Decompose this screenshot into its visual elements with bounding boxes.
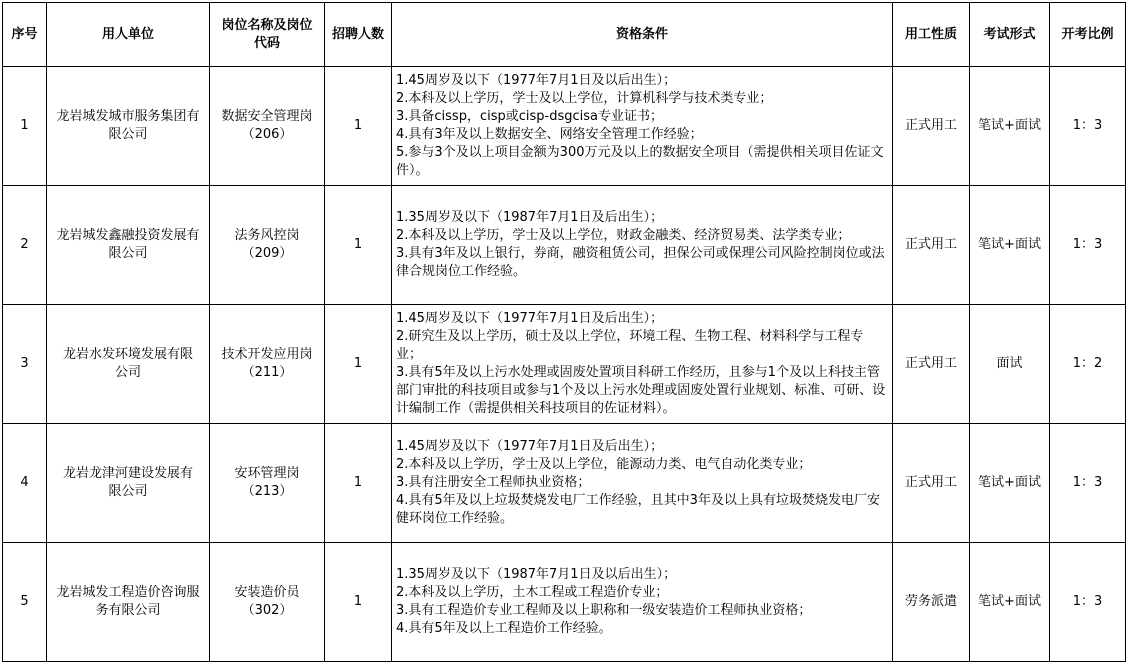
header-post-label: 岗位名称及岗位代码: [221, 17, 313, 51]
cell-count: 1: [325, 67, 392, 186]
cell-unit: 龙岩城发鑫融投资发展有限公司: [47, 186, 210, 305]
cell-seq: 4: [3, 424, 47, 543]
cell-unit: 龙岩城发城市服务集团有限公司: [47, 67, 210, 186]
table-row: [3, 186, 1126, 305]
table-row: [3, 424, 1126, 543]
header-ratio: 开考比例: [1050, 3, 1126, 67]
post-name: 安装造价员: [234, 585, 300, 600]
cell-exam: 笔试+面试: [970, 543, 1050, 662]
cell-post: [210, 543, 325, 662]
cell-exam: 面试: [970, 305, 1050, 424]
header-unit: 用人单位: [47, 3, 210, 67]
table-row: [3, 305, 1126, 424]
cell-exam: 笔试+面试: [970, 67, 1050, 186]
condition-line: 3.具备cissp，cisp或cisp-dsgcisa专业证书；: [396, 109, 663, 124]
condition-line: 2.本科及以上学历，学士及以上学位，计算机科学与技术类专业；: [396, 91, 773, 106]
cell-ratio: 1：2: [1050, 305, 1126, 424]
cell-unit: 龙岩龙津河建设发展有限公司: [47, 424, 210, 543]
cell-conditions: [392, 424, 893, 543]
post-code: （211）: [241, 365, 293, 380]
post-code: （213）: [241, 484, 293, 499]
condition-line: 3.具有5年及以上污水处理或固废处置项目科研工作经历，且参与1个及以上科技主管部门审批的科技项目或参与1个及以上污水处理或固废处置行业规划、标准、可研、设计编制工作（需提供相关科技项目的佐证材料）。: [396, 365, 886, 416]
cell-conditions: [392, 305, 893, 424]
header-count: 招聘人数: [325, 3, 392, 67]
cell-nature: 正式用工: [893, 305, 970, 424]
condition-line: 1.45周岁及以下（1977年7月1日及后出生）；: [396, 439, 664, 454]
condition-line: 1.35周岁及以下（1987年7月1日及以后出生）；: [396, 567, 677, 582]
cell-exam: 笔试+面试: [970, 424, 1050, 543]
cell-seq: 1: [3, 67, 47, 186]
condition-line: 1.35周岁及以下（1987年7月1日及后出生）；: [396, 210, 664, 225]
condition-line: 2.本科及以上学历，学士及以上学位，能源动力类、电气自动化类专业；: [396, 457, 812, 472]
condition-line: 1.45周岁及以下（1977年7月1日及以后出生）；: [396, 73, 677, 88]
cell-count: 1: [325, 186, 392, 305]
recruitment-table: [2, 2, 1126, 662]
header-seq: 序号: [3, 3, 47, 67]
post-name: 法务风控岗: [234, 228, 300, 243]
cell-conditions: [392, 67, 893, 186]
cell-count: 1: [325, 543, 392, 662]
header-nature: 用工性质: [893, 3, 970, 67]
header-exam: 考试形式: [970, 3, 1050, 67]
cell-post: [210, 186, 325, 305]
table-header: [3, 3, 1126, 67]
condition-line: 2.本科及以上学历，土木工程或工程造价专业；: [396, 585, 669, 600]
cell-seq: 5: [3, 543, 47, 662]
table-body: [3, 67, 1126, 662]
cell-nature: 劳务派遣: [893, 543, 970, 662]
condition-line: 2.本科及以上学历，学士及以上学位，财政金融类、经济贸易类、法学类专业；: [396, 228, 851, 243]
cell-nature: 正式用工: [893, 186, 970, 305]
post-code: （206）: [241, 127, 293, 142]
condition-line: 2.研究生及以上学历，硕士及以上学位，环境工程、生物工程、材料科学与工程专业；: [396, 329, 864, 362]
cell-conditions: [392, 186, 893, 305]
cell-unit: 龙岩水发环境发展有限公司: [47, 305, 210, 424]
post-name: 数据安全管理岗: [221, 109, 313, 124]
cell-post: [210, 67, 325, 186]
cell-ratio: 1：3: [1050, 424, 1126, 543]
header-post: [210, 3, 325, 67]
condition-line: 3.具有工程造价专业工程师及以上职称和一级安装造价工程师执业资格；: [396, 603, 812, 618]
post-code: （302）: [241, 603, 293, 618]
cell-count: 1: [325, 305, 392, 424]
cell-seq: 3: [3, 305, 47, 424]
cell-ratio: 1：3: [1050, 186, 1126, 305]
cell-ratio: 1：3: [1050, 67, 1126, 186]
cell-post: [210, 305, 325, 424]
table-row: [3, 67, 1126, 186]
cell-nature: 正式用工: [893, 424, 970, 543]
condition-line: 5.参与3个及以上项目金额为300万元及以上的数据安全项目（需提供相关项目佐证文件）。: [396, 145, 884, 178]
cell-nature: 正式用工: [893, 67, 970, 186]
post-name: 安环管理岗: [234, 466, 300, 481]
cell-post: [210, 424, 325, 543]
cell-conditions: [392, 543, 893, 662]
cell-unit: 龙岩城发工程造价咨询服务有限公司: [47, 543, 210, 662]
post-code: （209）: [241, 246, 293, 261]
condition-line: 4.具有5年及以上工程造价工作经验。: [396, 621, 612, 636]
table-row: [3, 543, 1126, 662]
condition-line: 4.具有5年及以上垃圾焚烧发电厂工作经验，且其中3年及以上具有垃圾焚烧发电厂安健环岗位工作经验。: [396, 493, 880, 526]
cell-seq: 2: [3, 186, 47, 305]
condition-line: 3.具有注册安全工程师执业资格；: [396, 475, 591, 490]
cell-count: 1: [325, 424, 392, 543]
condition-line: 4.具有3年及以上数据安全、网络安全管理工作经验；: [396, 127, 703, 142]
condition-line: 1.45周岁及以下（1977年7月1日及后出生）；: [396, 311, 664, 326]
post-name: 技术开发应用岗: [221, 347, 313, 362]
cell-ratio: 1：3: [1050, 543, 1126, 662]
header-conditions: 资格条件: [392, 3, 893, 67]
cell-exam: 笔试+面试: [970, 186, 1050, 305]
condition-line: 3.具有3年及以上银行，券商，融资租赁公司，担保公司或保理公司风险控制岗位或法律合规岗位工作经验。: [396, 246, 885, 279]
